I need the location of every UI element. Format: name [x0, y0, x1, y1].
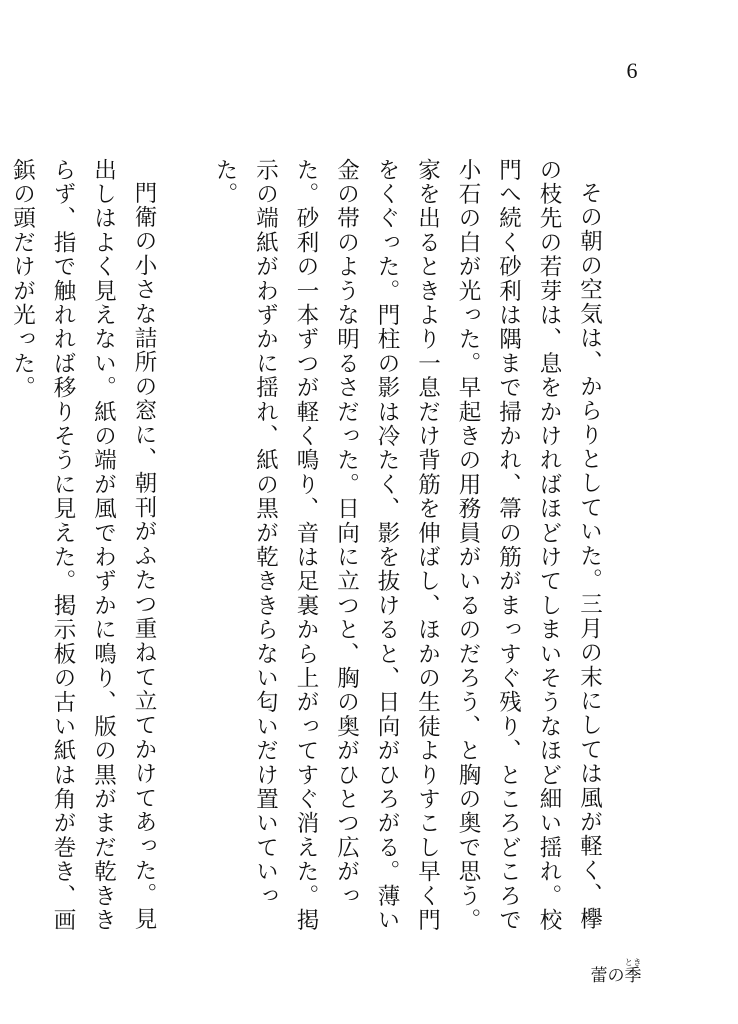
body-text [0, 158, 650, 948]
ruby-reading: とき [624, 958, 642, 967]
running-title [556, 958, 676, 986]
paragraph: その朝の空気は、からりとしていた。三月の末にしては風が軽く、欅の枝先の若芽は、息をかければほどけてしまいそうなほど細い揺れ。校門へ続く砂利は隅まで掃かれ、箒の筋がまっすぐ残り、ところどころで小石の白が光った。早起きの用務員がいるのだろう、と胸の奥で思う。家を出るときより一息だけ背筋を伸ばし、ほかの生徒よりすこし早く門をくぐった。門柱の影は冷たく、影を抜けると、日向がひろがる。薄い金の帯のような明るさだった。日向に立つと、胸の奥がひとつ広がった。砂利の一本ずつが軽く鳴り、音は足裏から上がってすぐ消えた。掲示の端紙がわずかに揺れ、紙の黒が乾ききらない匂いだけ置いていった。 [212, 158, 603, 933]
ruby-base: 季 [624, 966, 642, 986]
paragraph: 門衛の小さな詰所の窓に、朝刊がふたつ重ねて立てかけてあった。見出しはよく見えない。紙の端が風でわずかに鳴り、版の黒がまだ乾ききらず、指で触れれば移りそうに見えた。掲示板の古い紙は角が巻き、画鋲の頭だけが光った。 [9, 158, 157, 933]
page-number: 6 [626, 58, 638, 83]
running-title-ruby [624, 958, 642, 986]
running-title-main: 蕾の [590, 966, 625, 986]
